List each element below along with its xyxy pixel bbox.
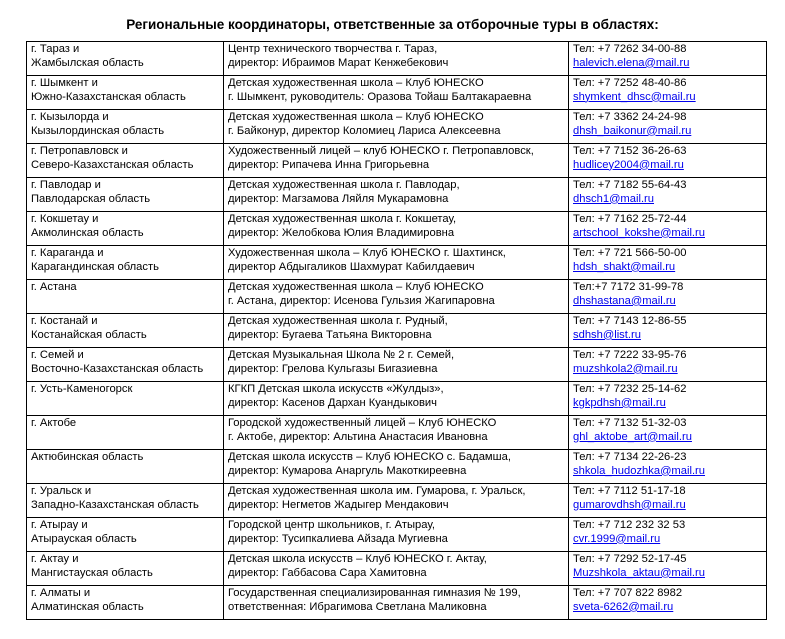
organization-cell — [224, 450, 569, 484]
email-link[interactable]: halevich.elena@mail.ru — [573, 56, 690, 69]
contact-cell — [569, 484, 767, 518]
email-link[interactable]: muzshkola2@mail.ru — [573, 362, 678, 375]
email-link[interactable]: Muzshkola_aktau@mail.ru — [573, 566, 705, 579]
contact-cell — [569, 76, 767, 110]
region-cell — [27, 586, 224, 620]
region-line: г. Тараз и — [31, 43, 80, 55]
region-cell — [27, 76, 224, 110]
organization-line: директор Абдыгаликов Шахмурат Кабилдаевич — [228, 260, 475, 273]
organization-line: г. Астана, директор: Исенова Гульзия Жагипаровна — [228, 294, 495, 307]
organization-line: Детская художественная школа г. Павлодар, — [228, 179, 460, 191]
organization-line: Детская школа искусств – Клуб ЮНЕСКО г. Актау, — [228, 553, 487, 565]
organization-line: Художественный лицей – клуб ЮНЕСКО г. Петропавловск, — [228, 145, 534, 157]
contact-cell — [569, 450, 767, 484]
phone-text: Тел: +7 7152 36-26-63 — [573, 145, 687, 157]
organization-line: Центр технического творчества г. Тараз, — [228, 43, 438, 55]
organization-line: директор: Магзамова Ляйля Мукарамовна — [228, 192, 449, 205]
organization-line: г. Актобе, директор: Альтина Анастасия Ивановна — [228, 430, 488, 443]
region-line: г. Кызылорда и — [31, 111, 109, 123]
contact-cell — [569, 314, 767, 348]
contact-cell — [569, 586, 767, 620]
organization-line: ответственная: Ибрагимова Светлана Маликовна — [228, 600, 487, 613]
organization-cell — [224, 552, 569, 586]
region-cell — [27, 484, 224, 518]
organization-line: Детская Музыкальная Школа № 2 г. Семей, — [228, 349, 455, 361]
region-line: г. Петропавловск и — [31, 145, 128, 157]
contact-cell — [569, 416, 767, 450]
email-link[interactable]: sdhsh@list.ru — [573, 328, 641, 341]
contact-cell — [569, 552, 767, 586]
table-row — [27, 348, 767, 382]
organization-cell — [224, 586, 569, 620]
phone-text: Тел: +7 7162 25-72-44 — [573, 213, 687, 225]
region-line: г. Алматы и — [31, 587, 91, 599]
region-line: г. Астана — [31, 281, 77, 293]
email-link[interactable]: artschool_kokshe@mail.ru — [573, 226, 705, 239]
organization-cell — [224, 518, 569, 552]
region-line: Атырауская область — [31, 532, 137, 545]
phone-text: Тел: +7 7292 52-17-45 — [573, 553, 687, 565]
organization-line: директор: Греловa Кульгазы Бигазиевна — [228, 362, 438, 375]
region-line: Восточно-Казахстанская область — [31, 362, 204, 375]
organization-line: Городской художественный лицей – Клуб ЮНЕСКО — [228, 417, 497, 429]
region-cell — [27, 382, 224, 416]
organization-cell — [224, 42, 569, 76]
organization-line: Городской центр школьников, г. Атырау, — [228, 519, 435, 531]
organization-cell — [224, 348, 569, 382]
table-row — [27, 586, 767, 620]
organization-cell — [224, 382, 569, 416]
region-line: г. Павлодар и — [31, 179, 101, 191]
phone-text: Тел: +7 7143 12-86-55 — [573, 315, 687, 327]
region-cell — [27, 416, 224, 450]
organization-cell — [224, 314, 569, 348]
organization-line: директор: Желобкова Юлия Владимировна — [228, 226, 455, 239]
organization-line: директор: Рипачева Инна Григорьевна — [228, 158, 430, 171]
table-row — [27, 314, 767, 348]
region-line: г. Шымкент и — [31, 77, 98, 89]
contact-cell — [569, 518, 767, 552]
phone-text: Тел: +7 7182 55-64-43 — [573, 179, 687, 191]
organization-cell — [224, 246, 569, 280]
organization-line: г. Байконур, директор Коломиец Лариса Алексеевна — [228, 124, 501, 137]
region-line: г. Уральск и — [31, 485, 92, 497]
region-line: Костанайская область — [31, 328, 147, 341]
phone-text: Тел: +7 7232 25-14-62 — [573, 383, 687, 395]
table-row — [27, 450, 767, 484]
organization-cell — [224, 76, 569, 110]
phone-text: Тел: +7 712 232 32 53 — [573, 519, 686, 531]
region-cell — [27, 144, 224, 178]
region-line: г. Актау и — [31, 553, 79, 565]
region-cell — [27, 212, 224, 246]
region-cell — [27, 552, 224, 586]
organization-line: директор: Касенов Дархан Куандыкович — [228, 396, 437, 409]
organization-cell — [224, 178, 569, 212]
region-cell — [27, 280, 224, 314]
region-line: Карагандинская область — [31, 260, 159, 273]
region-line: Мангистауская область — [31, 566, 153, 579]
coordinators-table — [26, 41, 767, 620]
email-link[interactable]: hudlicey2004@mail.ru — [573, 158, 684, 171]
organization-cell — [224, 484, 569, 518]
contact-cell — [569, 348, 767, 382]
table-row — [27, 76, 767, 110]
region-cell — [27, 42, 224, 76]
region-line: Южно-Казахстанская область — [31, 90, 186, 103]
region-cell — [27, 518, 224, 552]
organization-line: Детская художественная школа г. Рудный, — [228, 315, 448, 327]
table-row — [27, 212, 767, 246]
organization-line: директор: Негметов Жадыгер Мендакович — [228, 498, 449, 511]
contact-cell — [569, 178, 767, 212]
region-line: г. Караганда и — [31, 247, 104, 259]
region-cell — [27, 110, 224, 144]
phone-text: Тел: +7 707 822 8982 — [573, 587, 683, 599]
organization-cell — [224, 280, 569, 314]
organization-line: директор: Тусипкалиева Айзада Мугиевна — [228, 532, 448, 545]
table-row — [27, 382, 767, 416]
table-row — [27, 110, 767, 144]
email-link[interactable]: dhshastana@mail.ru — [573, 294, 676, 307]
organization-line: г. Шымкент, руководитель: Оразова Тойаш Балтакараевна — [228, 90, 532, 103]
phone-text: Тел: +7 7112 51-17-18 — [573, 485, 686, 497]
region-cell — [27, 246, 224, 280]
email-link[interactable]: sveta-6262@mail.ru — [573, 600, 674, 613]
organization-line: директор: Бугаева Татьяна Викторовна — [228, 328, 432, 341]
organization-line: Государственная специализированная гимназия № 199, — [228, 587, 521, 599]
organization-line: Детская художественная школа им. Гумарова, г. Уральск, — [228, 485, 526, 497]
organization-line: Детская художественная школа – Клуб ЮНЕСКО — [228, 281, 484, 293]
contact-cell — [569, 110, 767, 144]
organization-line: Детская художественная школа – Клуб ЮНЕСКО — [228, 77, 484, 89]
region-line: г. Семей и — [31, 349, 84, 361]
organization-line: КГКП Детская школа искусств «Жулдыз», — [228, 383, 444, 395]
table-row — [27, 144, 767, 178]
email-link[interactable]: dhsch1@mail.ru — [573, 192, 655, 205]
region-line: Западно-Казахстанская область — [31, 498, 199, 511]
organization-cell — [224, 110, 569, 144]
phone-text: Тел: +7 3362 24-24-98 — [573, 111, 687, 123]
email-link[interactable]: gumarovdhsh@mail.ru — [573, 498, 686, 511]
email-link[interactable]: ghl_aktobe_art@mail.ru — [573, 430, 692, 443]
table-row — [27, 178, 767, 212]
table-row — [27, 416, 767, 450]
email-link[interactable]: shkola_hudozhka@mail.ru — [573, 464, 706, 477]
region-line: Павлодарская область — [31, 192, 151, 205]
phone-text: Тел: +7 7262 34-00-88 — [573, 43, 687, 55]
region-line: г. Атырау и — [31, 519, 88, 531]
region-line: Акмолинская область — [31, 226, 144, 239]
table-row — [27, 484, 767, 518]
contact-cell — [569, 212, 767, 246]
table-row — [27, 42, 767, 76]
contact-cell — [569, 382, 767, 416]
organization-line: Детская художественная школа г. Кокшетау, — [228, 213, 457, 225]
contact-cell — [569, 280, 767, 314]
phone-text: Тел: +7 7134 22-26-23 — [573, 451, 687, 463]
region-line: г. Костанай и — [31, 315, 98, 327]
email-link[interactable]: cvr.1999@mail.ru — [573, 532, 661, 545]
contact-cell — [569, 42, 767, 76]
phone-text: Тел: +7 7132 51-32-03 — [573, 417, 687, 429]
region-cell — [27, 314, 224, 348]
organization-line: Детская школа искусств – Клуб ЮНЕСКО с. Бадамша, — [228, 451, 511, 463]
email-link[interactable]: shymkent_dhsc@mail.ru — [573, 90, 696, 103]
organization-line: директор: Ибраимов Марат Кенжебекович — [228, 56, 449, 69]
region-line: г. Кокшетау и — [31, 213, 99, 225]
page-title: Региональные координаторы, ответственные за отборочные туры в областях: — [126, 17, 659, 32]
table-row — [27, 246, 767, 280]
region-line: Северо-Казахстанская область — [31, 158, 194, 171]
region-cell — [27, 450, 224, 484]
phone-text: Тел: +7 7222 33-95-76 — [573, 349, 687, 361]
email-link[interactable]: kgkpdhsh@mail.ru — [573, 396, 666, 409]
organization-line: Художественная школа – Клуб ЮНЕСКО г. Шахтинск, — [228, 247, 506, 259]
email-link[interactable]: dhsh_baikonur@mail.ru — [573, 124, 692, 137]
region-line: Алматинская область — [31, 600, 144, 613]
table-row — [27, 552, 767, 586]
email-link[interactable]: hdsh_shakt@mail.ru — [573, 260, 676, 273]
organization-cell — [224, 144, 569, 178]
organization-line: директор: Кумарова Анаргуль Макоткиреевна — [228, 464, 467, 477]
organization-line: директор: Габбасова Сара Хамитовна — [228, 566, 427, 579]
phone-text: Тел: +7 721 566-50-00 — [573, 247, 687, 259]
phone-text: Тел: +7 7252 48-40-86 — [573, 77, 687, 89]
region-line: Кызылординская область — [31, 124, 165, 137]
organization-cell — [224, 416, 569, 450]
region-line: Жамбылская область — [31, 56, 144, 69]
organization-line: Детская художественная школа – Клуб ЮНЕСКО — [228, 111, 484, 123]
organization-cell — [224, 212, 569, 246]
contact-cell — [569, 144, 767, 178]
region-line: г. Актобе — [31, 417, 77, 429]
region-line: г. Усть-Каменогорск — [31, 383, 133, 395]
contact-cell — [569, 246, 767, 280]
region-cell — [27, 178, 224, 212]
region-line: Актюбинская область — [31, 451, 144, 463]
phone-text: Тел:+7 7172 31-99-78 — [573, 281, 684, 293]
table-row — [27, 280, 767, 314]
region-cell — [27, 348, 224, 382]
table-row — [27, 518, 767, 552]
